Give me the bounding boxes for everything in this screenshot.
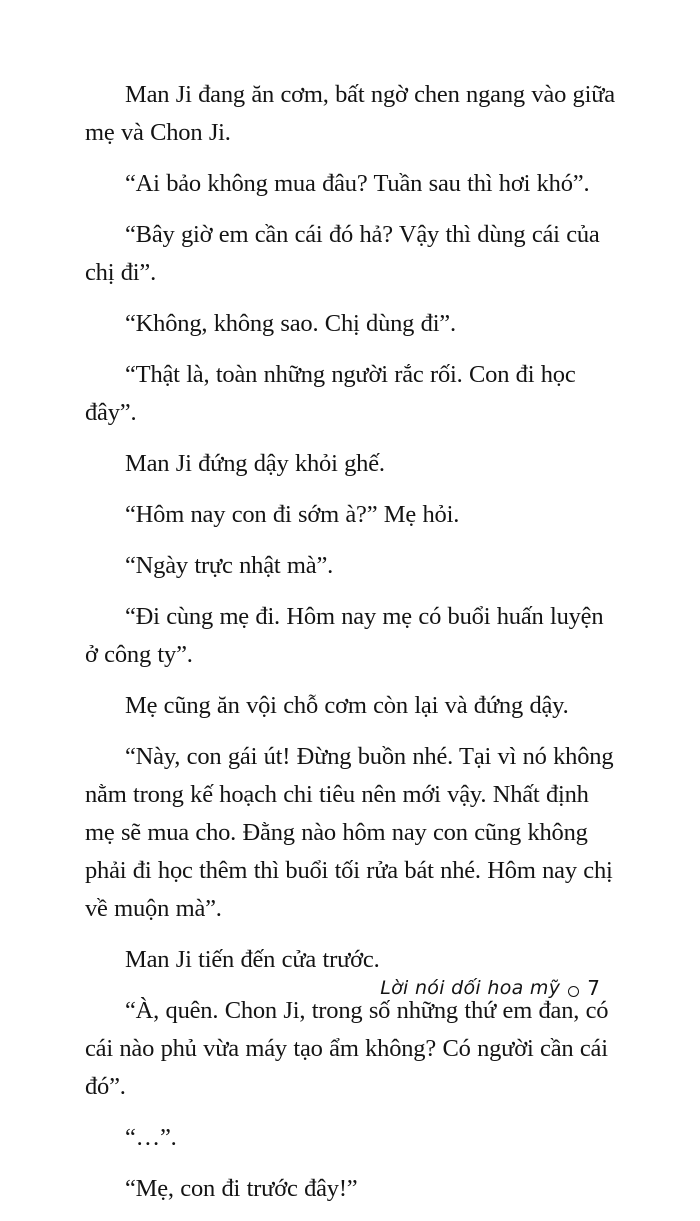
paragraph: “Đi cùng mẹ đi. Hôm nay mẹ có buổi huấn luyện ở công ty”. — [85, 603, 604, 668]
paragraph: “Ai bảo không mua đâu? Tuần sau thì hơi khó”. — [125, 170, 590, 197]
paragraph: “Ngày trực nhật mà”. — [125, 552, 334, 579]
paragraph: “Không, không sao. Chị dùng đi”. — [125, 310, 456, 337]
paragraph: Man Ji đang ăn cơm, bất ngờ chen ngang vào giữa mẹ và Chon Ji. — [85, 81, 615, 146]
paragraph: “Thật là, toàn những người rắc rối. Con đi học đây”. — [85, 361, 576, 426]
running-title: Lời nói dối hoa mỹ — [380, 977, 561, 999]
body-text — [85, 76, 620, 1221]
paragraph: “Này, con gái út! Đừng buồn nhé. Tại vì nó không nằm trong kế hoạch chi tiêu nên mới vậy. Nhất định mẹ sẽ mua cho. Đằng nào hôm nay con cũng không phải đi học thêm thì buổi tối rửa bát nhé. Hôm nay chị về muộn mà”. — [85, 743, 614, 922]
paragraph: Man Ji đứng dậy khỏi ghế. — [125, 450, 385, 477]
paragraph: “Bây giờ em cần cái đó hả? Vậy thì dùng cái của chị đi”. — [85, 221, 600, 286]
paragraph: “Mẹ, con đi trước đây!” — [125, 1175, 358, 1202]
paragraph: “…”. — [125, 1124, 177, 1151]
page-footer — [380, 976, 600, 1000]
paragraph: Mẹ cũng ăn vội chỗ cơm còn lại và đứng dậy. — [125, 692, 569, 719]
paragraph: “À, quên. Chon Ji, trong số những thứ em đan, có cái nào phủ vừa máy tạo ẩm không? Có người cần cái đó”. — [85, 997, 609, 1100]
paragraph: Man Ji tiến đến cửa trước. — [125, 946, 380, 973]
paragraph: “Hôm nay con đi sớm à?” Mẹ hỏi. — [125, 501, 460, 528]
page-number: 7 — [587, 976, 600, 1000]
bullet-circle-icon — [568, 986, 579, 997]
